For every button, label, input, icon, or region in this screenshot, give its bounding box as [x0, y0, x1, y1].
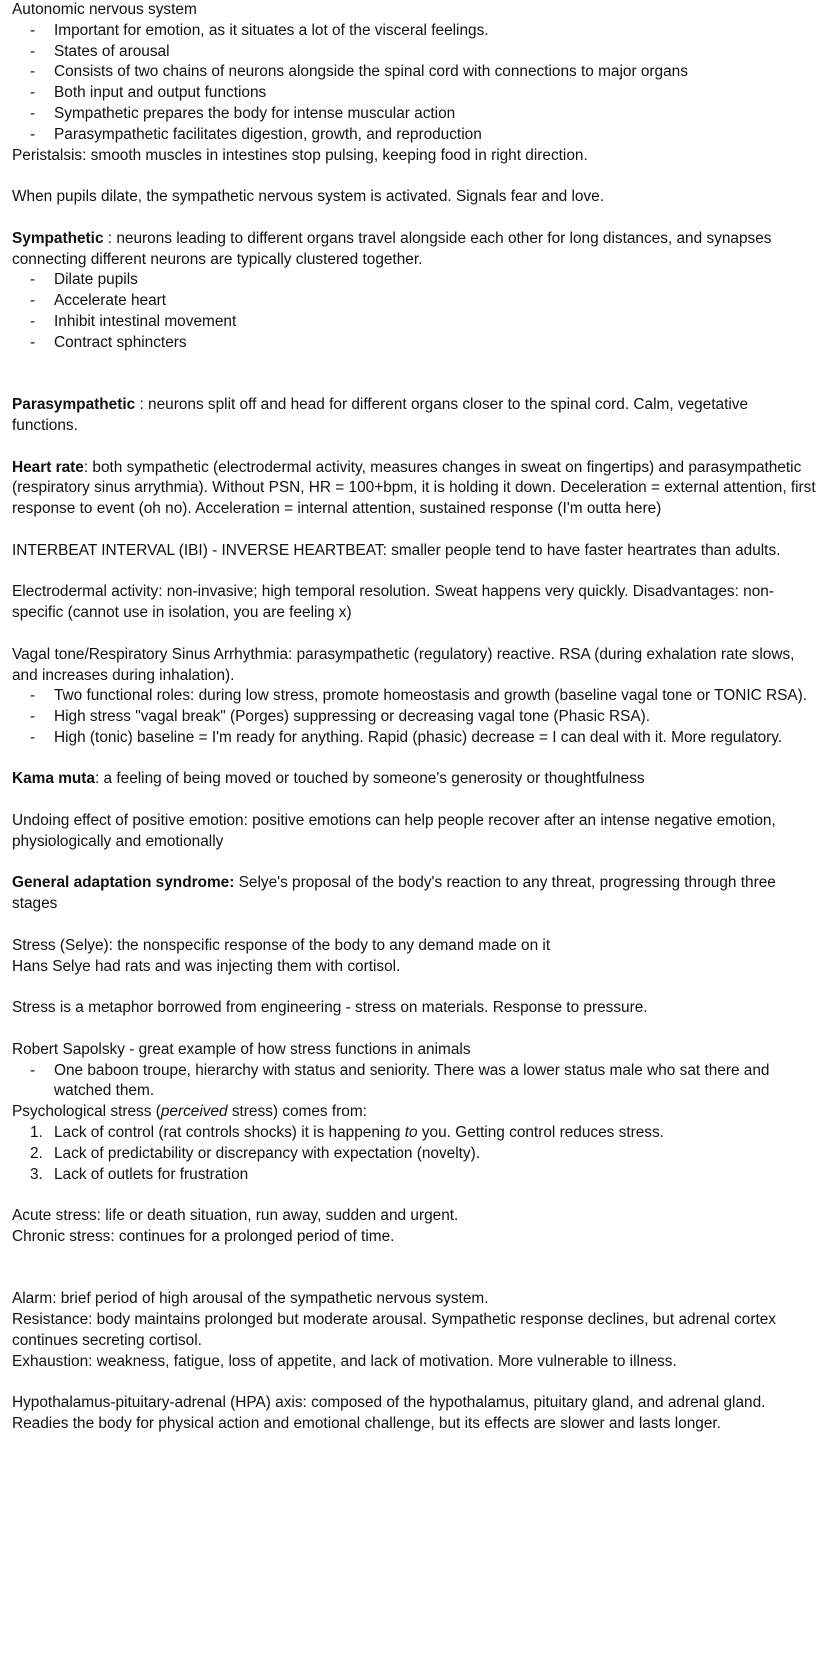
ans-heading: Autonomic nervous system — [12, 1, 197, 18]
selye-rats-paragraph: Hans Selye had rats and was injecting them with cortisol. — [12, 957, 401, 975]
sympathetic-term: Sympathetic — [12, 229, 104, 247]
item-number: 1. — [30, 1124, 43, 1142]
bullet-marker: - — [30, 728, 36, 746]
parasympathetic-term: Parasympathetic — [12, 396, 136, 414]
chronic-stress-paragraph: Chronic stress: continues for a prolonged period of time. — [12, 1228, 395, 1246]
stress-selye-paragraph: Stress (Selye): the nonspecific response of the body to any demand made on it — [12, 936, 551, 954]
parasympathetic-paragraph: Parasympathetic : neurons split off and head for different organs closer to the spinal cord. Calm, vegetative functions. — [12, 396, 749, 434]
sympathetic-bullet-list — [12, 270, 818, 353]
heart-rate-term: Heart rate — [12, 458, 84, 476]
list-item: - Dilate pupils — [12, 270, 818, 291]
gas-term: General adaptation syndrome: — [12, 874, 235, 892]
blank-line — [12, 437, 818, 458]
numbered-item: 1. Lack of control (rat controls shocks) it is happening to you. Getting control reduces stress. — [12, 1123, 818, 1144]
list-item: - Consists of two chains of neurons alongside the spinal cord with connections to major organs — [12, 62, 818, 83]
blank-line — [12, 1373, 818, 1394]
list-item: - Both input and output functions — [12, 83, 818, 104]
list-item: - Two functional roles: during low stress, promote homeostasis and growth (baseline vagal tone or TONIC RSA). — [12, 686, 818, 707]
blank-line — [12, 166, 818, 187]
bullet-marker: - — [30, 63, 36, 81]
ans-bullet-list — [12, 21, 818, 146]
sapolsky-heading: Robert Sapolsky - great example of how stress functions in animals — [12, 1040, 471, 1058]
item-number: 2. — [30, 1144, 43, 1162]
numbered-item: 2. Lack of predictability or discrepancy with expectation (novelty). — [12, 1144, 818, 1165]
blank-line — [12, 1185, 818, 1206]
list-item: - Accelerate heart — [12, 291, 818, 312]
heart-rate-paragraph: Heart rate: both sympathetic (electrodermal activity, measures changes in sweat on fingertips) and parasympathetic (respiratory sinus arrythmia). Without PSN, HR = 100+bpm, it is holding it down. Deceleration = external attention, first response to event (oh no). Acceleration = internal attention, sustained response (I'm outta here) — [12, 458, 816, 518]
blank-line — [12, 749, 818, 770]
bullet-marker: - — [30, 292, 36, 310]
list-item: - Important for emotion, as it situates a lot of the visceral feelings. — [12, 21, 818, 42]
list-item: - High (tonic) baseline = I'm ready for anything. Rapid (phasic) decrease = I can deal with it. More regulatory. — [12, 728, 818, 749]
bullet-marker: - — [30, 333, 36, 351]
blank-line — [12, 1019, 818, 1040]
list-item: - One baboon troupe, hierarchy with status and seniority. There was a lower status male who sat there and watched them. — [30, 1061, 770, 1100]
ibi-paragraph: INTERBEAT INTERVAL (IBI) - INVERSE HEARTBEAT: smaller people tend to have faster heartrates than adults. — [12, 541, 781, 559]
acute-stress-paragraph: Acute stress: life or death situation, run away, sudden and urgent. — [12, 1207, 459, 1225]
exhaustion-paragraph: Exhaustion: weakness, fatigue, loss of appetite, and lack of motivation. More vulnerable to illness. — [12, 1352, 677, 1370]
blank-line — [12, 520, 818, 541]
bullet-marker: - — [30, 1061, 36, 1079]
bullet-marker: - — [30, 708, 36, 726]
sapolsky-bullet-list — [12, 1061, 818, 1103]
blank-line — [12, 790, 818, 811]
blank-line — [12, 977, 818, 998]
list-item: - Parasympathetic facilitates digestion, growth, and reproduction — [12, 125, 818, 146]
list-item: - Contract sphincters — [12, 333, 818, 354]
sympathetic-paragraph: Sympathetic : neurons leading to different organs travel alongside each other for long distances, and synapses connecting different neurons are typically clustered together. — [12, 229, 772, 268]
list-item: - States of arousal — [12, 42, 818, 63]
bullet-marker: - — [30, 21, 36, 39]
numbered-item: 3. Lack of outlets for frustration — [12, 1165, 818, 1186]
list-item: - Inhibit intestinal movement — [12, 312, 818, 333]
kama-muta-term: Kama muta — [12, 770, 95, 788]
bullet-marker: - — [30, 104, 36, 122]
pupils-paragraph: When pupils dilate, the sympathetic nervous system is activated. Signals fear and love. — [12, 188, 604, 206]
blank-line — [12, 1248, 818, 1290]
hpa-paragraph: Hypothalamus-pituitary-adrenal (HPA) axis: composed of the hypothalamus, pituitary gland, and adrenal gland. Readies the body for physical action and emotional challenge, but its effects are slower and lasts longer. — [12, 1394, 766, 1433]
undoing-paragraph: Undoing effect of positive emotion: positive emotions can help people recover after an intense negative emotion, physiologically and emotionally — [12, 812, 776, 850]
bullet-marker: - — [30, 271, 36, 289]
eda-paragraph: Electrodermal activity: non-invasive; high temporal resolution. Sweat happens very quickly. Disadvantages: non-specific (cannot use in isolation, you are feeling x) — [12, 583, 774, 622]
metaphor-paragraph: Stress is a metaphor borrowed from engineering - stress on materials. Response to pressure. — [12, 999, 648, 1017]
blank-line — [12, 624, 818, 645]
blank-line — [12, 208, 818, 229]
blank-line — [12, 354, 818, 396]
psych-stress-paragraph: Psychological stress (perceived stress) comes from: — [12, 1103, 367, 1121]
bullet-marker: - — [30, 42, 36, 60]
bullet-marker: - — [30, 687, 36, 705]
item-number: 3. — [30, 1165, 43, 1183]
psych-stress-numbered-list — [12, 1123, 818, 1185]
bullet-marker: - — [30, 312, 36, 330]
vagal-paragraph: Vagal tone/Respiratory Sinus Arrhythmia: parasympathetic (regulatory) reactive. RSA (during exhalation rate slows, and increases during inhalation). — [12, 645, 795, 684]
blank-line — [12, 853, 818, 874]
peristalsis-paragraph: Peristalsis: smooth muscles in intestines stop pulsing, keeping food in right direction. — [12, 146, 588, 164]
list-item: - High stress "vagal break" (Porges) suppressing or decreasing vagal tone (Phasic RSA). — [12, 707, 818, 728]
blank-line — [12, 562, 818, 583]
kama-muta-paragraph: Kama muta: a feeling of being moved or touched by someone's generosity or thoughtfulness — [12, 770, 645, 788]
blank-line — [12, 915, 818, 936]
bullet-marker: - — [30, 125, 36, 143]
bullet-marker: - — [30, 84, 36, 102]
vagal-bullet-list — [12, 686, 818, 748]
list-item: - Sympathetic prepares the body for intense muscular action — [12, 104, 818, 125]
alarm-paragraph: Alarm: brief period of high arousal of the sympathetic nervous system. — [12, 1290, 489, 1308]
resistance-paragraph: Resistance: body maintains prolonged but moderate arousal. Sympathetic response declines, but adrenal cortex continues secreting cortisol. — [12, 1311, 776, 1349]
gas-paragraph: General adaptation syndrome: Selye's proposal of the body's reaction to any threat, progressing through three stages — [12, 874, 776, 913]
